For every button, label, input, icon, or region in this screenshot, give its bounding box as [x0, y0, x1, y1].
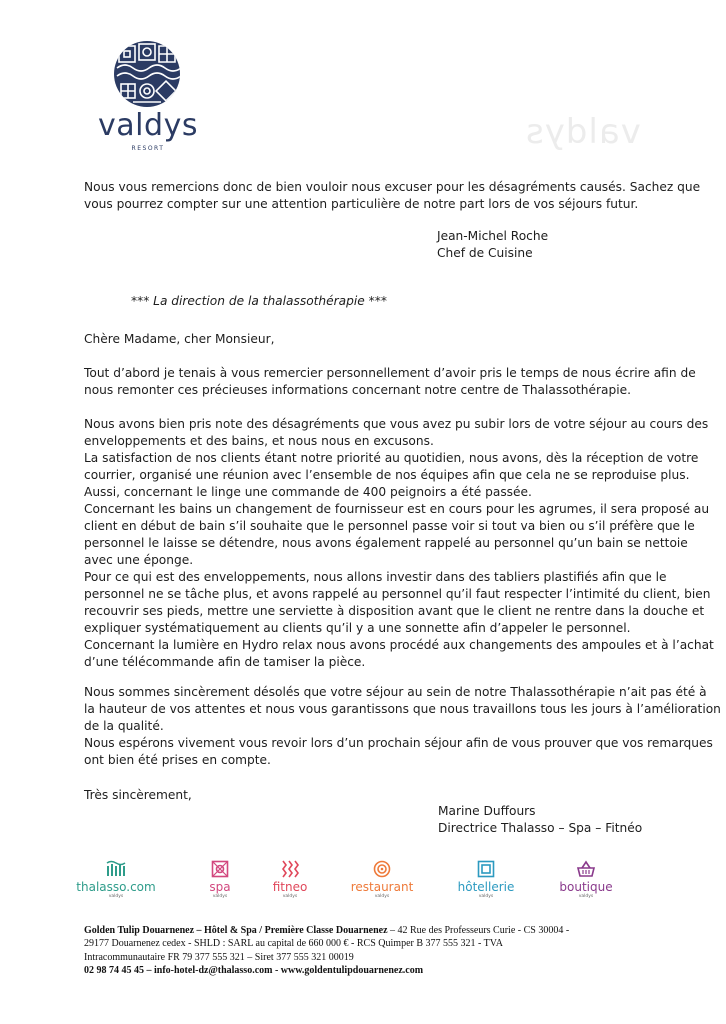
text-line: client en début de bain s’il souhaite que le personnel passe voir si tout va bien ou s’il préfère que le: [84, 519, 695, 533]
paragraph-thanks: [84, 365, 696, 399]
text-line: expliquer systématiquement au clients qu’il y a une sonnette afin d’appeler le personnel.: [84, 621, 631, 635]
show-through-ghost-logo: valdys: [525, 112, 641, 152]
signature-role: Chef de Cuisine: [437, 246, 533, 260]
brand-hotellerie: [436, 860, 536, 900]
text-line: Nous sommes sincèrement désolés que votre séjour au sein de notre Thalassothérapie n’ait pas été à: [84, 685, 707, 699]
flower-icon: [211, 860, 229, 878]
brand-sublabel: valdys: [578, 894, 594, 899]
zigzag-icon: [281, 860, 299, 878]
signature-role: Directrice Thalasso – Spa – Fitnéo: [438, 821, 643, 835]
text-line: Tout d’abord je tenais à vous remercier personnellement d’avoir pris le temps de nous écrire afin de: [84, 366, 696, 380]
text-line: enveloppements et des bains, et nous nous en excusons.: [84, 434, 434, 448]
text-line: la hauteur de vos attentes et nous vous garantissons que nous travaillons tous les jours à l’amélioration: [84, 702, 721, 716]
brand-subtitle: RESORT: [131, 145, 165, 152]
text-line: courrier, organisé une réunion avec l’ensemble de nos équipes afin que cela ne se reproduise plus.: [84, 468, 690, 482]
text-line: de la qualité.: [84, 719, 164, 733]
brand-label: fitneo: [272, 880, 308, 894]
text-line: personnel le laisse se détendre, nous avons également rappelé au personnel qu’un bain se nettoie: [84, 536, 688, 550]
text-line: Concernant la lumière en Hydro relax nous avons procédé aux changements des ampoules et à l’achat: [84, 638, 714, 652]
brand-label: boutique: [559, 880, 613, 894]
brand-sublabel: valdys: [282, 894, 298, 899]
footer-line: Intracommunautaire FR 79 377 555 321 – Siret 377 555 321 00019: [84, 951, 354, 963]
signature-name: Marine Duffours: [438, 804, 536, 818]
footer-line: 29177 Douarnenez cedex - SHLD : SARL au capital de 660 000 € - RCS Quimper B 377 555 321 - TVA: [84, 938, 503, 950]
brand-label: restaurant: [350, 880, 414, 894]
brand-label: thalasso.com: [76, 880, 156, 894]
target-icon: [373, 860, 391, 878]
intro-paragraph: [84, 179, 701, 213]
text-line: Pour ce qui est des enveloppements, nous allons investir dans des tabliers plastifiés afin que le: [84, 570, 667, 584]
basket-icon: [576, 860, 596, 878]
brand-label: hôtellerie: [457, 880, 515, 894]
signature-name: Jean-Michel Roche: [437, 229, 549, 243]
brand-restaurant: [332, 860, 432, 900]
brand-thalasso: [66, 860, 166, 900]
wave-icon: [106, 860, 126, 878]
paragraph-measures: [84, 416, 714, 671]
text-line: vous pourrez compter sur une attention particulière de notre part lors de vos séjours futur.: [84, 197, 639, 211]
frame-icon: [477, 860, 495, 878]
text-line: recouvrir ses pieds, mettre une serviette à disposition avant que le client ne rentre dans la douche et: [84, 604, 705, 618]
text-line: avec une éponge.: [84, 553, 194, 567]
footer-brand-strip: [76, 860, 644, 910]
text-line: Nous espérons vivement vous revoir lors d’un prochain séjour afin de vous prouver que vos remarques: [84, 736, 713, 750]
section-title: *** La direction de la thalassothérapie ***: [131, 294, 387, 308]
text-line: d’une télécommande afin de tamiser la pièce.: [84, 655, 366, 669]
footer-address: [84, 924, 664, 978]
salutation: Chère Madame, cher Monsieur,: [84, 332, 275, 346]
brand-sublabel: valdys: [374, 894, 390, 899]
paragraph-apology: [84, 684, 721, 769]
brand-sublabel: valdys: [478, 894, 494, 899]
text-line: La satisfaction de nos clients étant notre priorité au quotidien, nous avons, dès la réception de votre: [84, 451, 699, 465]
text-line: nous remonter ces précieuses informations concernant notre centre de Thalassothérapie.: [84, 383, 631, 397]
brand-boutique: [536, 860, 636, 900]
text-line: Nous avons bien pris note des désagréments que vous avez pu subir lors de votre séjour au cours des: [84, 417, 709, 431]
text-line: Aussi, concernant le linge une commande de 400 peignoirs a été passée.: [84, 485, 532, 499]
brand-label: spa: [209, 880, 231, 894]
text-line: ont bien été prises en compte.: [84, 753, 271, 767]
closing: Très sincèrement,: [84, 788, 192, 802]
brand-fitneo: [240, 860, 340, 900]
footer-line: [84, 924, 664, 937]
text-line: Concernant les bains un changement de fournisseur est en cours pour les agrumes, il sera proposé au: [84, 502, 710, 516]
brand-sublabel: valdys: [108, 894, 124, 899]
footer-company: Golden Tulip Douarnenez – Hôtel & Spa / Première Classe Douarnenez: [84, 925, 388, 936]
text-line: personnel ne se tâche plus, et avons rappelé au personnel qu’il faut respecter l’intimité du client, bien: [84, 587, 711, 601]
valdys-logo-icon: [113, 40, 181, 108]
text-line: Nous vous remercions donc de bien vouloir nous excuser pour les désagréments causés. Sachez que: [84, 180, 701, 194]
brand-name: valdys: [98, 108, 198, 143]
brand-sublabel: valdys: [212, 894, 228, 899]
footer-street: – 42 Rue des Professeurs Curie - CS 30004 -: [387, 925, 570, 936]
footer-contact: 02 98 74 45 45 – info-hotel-dz@thalasso.com - www.goldentulipdouarnenez.com: [84, 965, 424, 977]
